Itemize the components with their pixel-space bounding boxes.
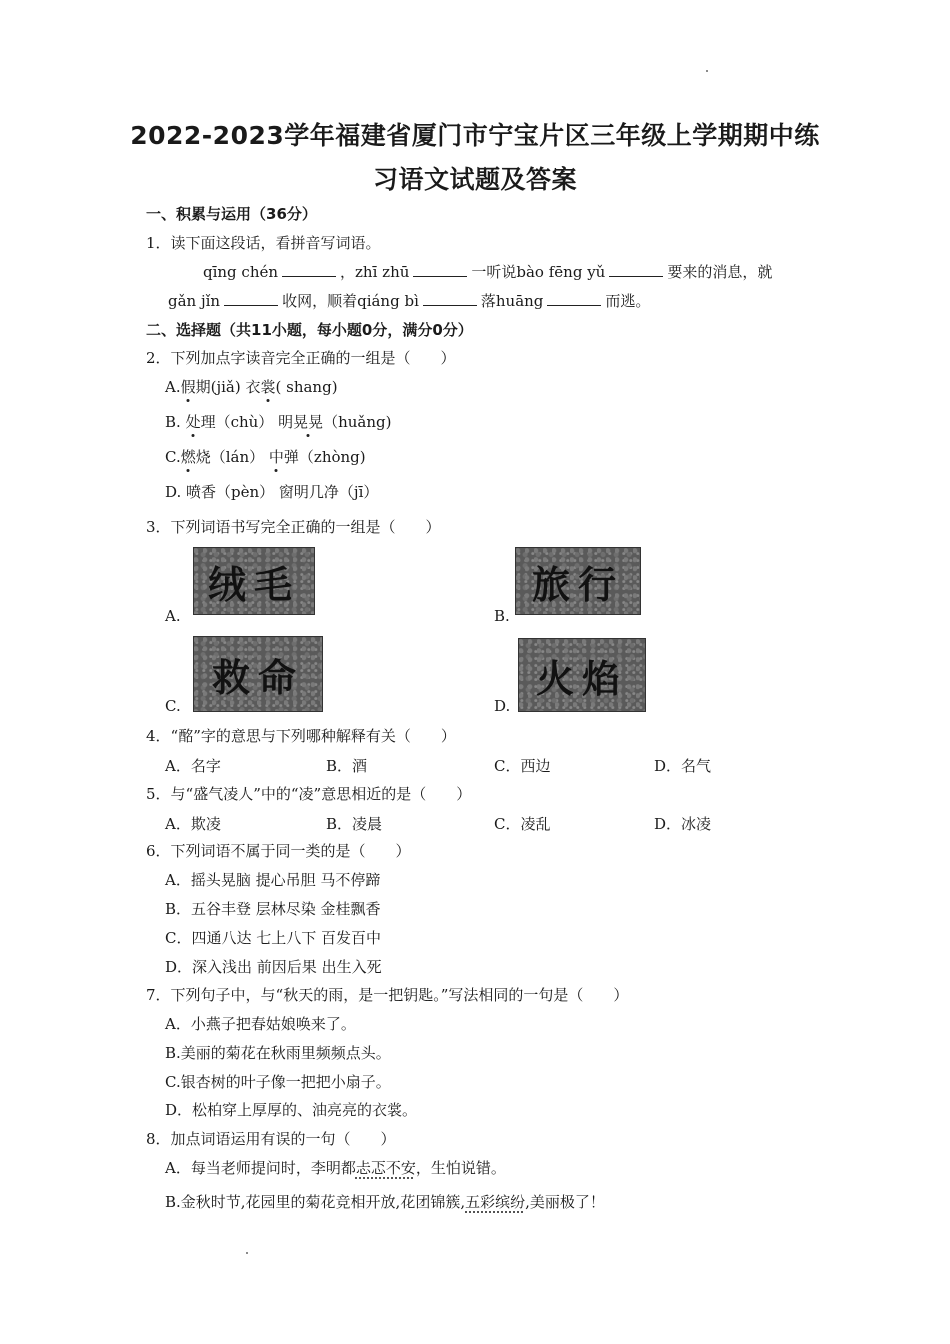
- q1-pinyin-4: gǎn jǐn: [168, 292, 221, 310]
- q2-b-dotted-2: 晃晃: [293, 413, 324, 431]
- q6-option-a[interactable]: A．摇头晃脑 提心吊胆 马不停蹄: [165, 871, 381, 889]
- q2-a-pinyin: ( shang): [275, 378, 338, 396]
- q2-b-label: B.: [165, 413, 186, 431]
- q4-option-c[interactable]: C．西边: [494, 757, 551, 775]
- q2-a-dotted-2: 裳: [260, 378, 276, 396]
- page-title-line-1: 2022-2023学年福建省厦门市宁宝片区三年级上学期期中练: [130, 121, 820, 150]
- q1-paragraph-line-1: [203, 262, 772, 282]
- q2-stem: 2．下列加点字读音完全正确的一组是（ ）: [146, 349, 456, 367]
- q8-b-text-2: ,美丽极了！: [525, 1193, 605, 1211]
- q1-blank-1[interactable]: [282, 262, 336, 277]
- q7-stem: 7．下列句子中，与“秋天的雨，是一把钥匙。”写法相同的一句是（ ）: [146, 986, 629, 1004]
- q3-option-a-label[interactable]: A.: [165, 607, 181, 625]
- q6-option-d[interactable]: D．深入浅出 前因后果 出生入死: [165, 958, 382, 976]
- q1-blank-3[interactable]: [609, 262, 663, 277]
- section-heading-1: 一、积累与运用（36分）: [146, 205, 317, 223]
- q2-option-b[interactable]: [165, 412, 391, 432]
- q7-option-a[interactable]: A．小燕子把春姑娘唤来了。: [165, 1015, 356, 1033]
- section-heading-2: 二、选择题（共11小题，每小题0分，满分0分）: [146, 321, 473, 339]
- q2-a-dotted-1: 假: [180, 378, 196, 396]
- q6-option-b[interactable]: B．五谷丰登 层林尽染 金桂飘香: [165, 900, 381, 918]
- q4-option-d[interactable]: D．名气: [654, 757, 712, 775]
- q4-option-b[interactable]: B．酒: [326, 757, 368, 775]
- q1-pinyin-2: ，zhī zhū: [340, 263, 410, 281]
- handwriting-text-a: 绒毛: [207, 561, 300, 607]
- scan-speck: [246, 1252, 248, 1254]
- q1-text-7: 而逃。: [605, 292, 651, 310]
- scan-speck: [706, 70, 708, 72]
- q1-pinyin-1: qīng chén: [203, 263, 279, 281]
- q2-option-d[interactable]: D. 喷香（pèn） 窗明几净（jī）: [165, 483, 379, 501]
- q7-option-b[interactable]: B.美丽的菊花在秋雨里频频点头。: [165, 1044, 391, 1062]
- q8-b-text-1: B.金秋时节,花园里的菊花竞相开放,花团锦簇,: [165, 1193, 466, 1211]
- q2-b-dotted-1: 处: [185, 413, 201, 431]
- q2-option-c[interactable]: [165, 447, 366, 467]
- q8-a-text-1: A．每当老师提问时，李明都: [165, 1159, 356, 1177]
- q7-option-d[interactable]: D．松柏穿上厚厚的、油亮亮的衣裳。: [165, 1101, 418, 1119]
- q6-stem: 6．下列词语不属于同一类的是（ ）: [146, 842, 411, 860]
- q2-c-pinyin: 弹（zhòng): [283, 448, 366, 466]
- q2-b-pinyin: （huǎng): [323, 413, 392, 431]
- q6-option-c[interactable]: C．四通八达 七上八下 百发百中: [165, 929, 382, 947]
- q1-pinyin-5: 收网，顺着qiáng bì: [282, 292, 419, 310]
- q1-paragraph-line-2: [168, 291, 650, 311]
- handwriting-text-c: 救命: [211, 654, 304, 700]
- q1-stem: 1．读下面这段话，看拼音写词语。: [146, 234, 381, 252]
- q2-a-label: A.: [165, 378, 181, 396]
- page-title-line-2: 习语文试题及答案: [372, 165, 577, 194]
- q5-option-d[interactable]: D．冰凌: [654, 815, 712, 833]
- q2-a-text: 期(jiǎ) 衣: [195, 378, 261, 396]
- handwriting-text-b: 旅行: [531, 561, 624, 607]
- q5-option-a[interactable]: A．欺凌: [165, 815, 221, 833]
- q4-stem: 4．“酩”字的意思与下列哪种解释有关（ ）: [146, 727, 456, 745]
- q3-stem: 3．下列词语书写完全正确的一组是（ ）: [146, 518, 441, 536]
- q3-handwriting-image-a: [193, 547, 315, 615]
- q8-option-a[interactable]: [165, 1158, 506, 1178]
- q2-b-text: 理（chù） 明: [200, 413, 294, 431]
- q5-stem: 5．与“盛气凌人”中的“凌”意思相近的是（ ）: [146, 785, 472, 803]
- q8-stem: 8．加点词语运用有误的一句（ ）: [146, 1130, 396, 1148]
- q1-blank-4[interactable]: [224, 291, 278, 306]
- q3-handwriting-image-c: [193, 636, 323, 712]
- q3-option-b-label[interactable]: B.: [494, 607, 510, 625]
- q4-option-a[interactable]: A．名字: [165, 757, 221, 775]
- q2-c-label: C.: [165, 448, 181, 466]
- q3-option-c-label[interactable]: C.: [165, 697, 181, 715]
- q7-option-c[interactable]: C.银杏树的叶子像一把把小扇子。: [165, 1073, 391, 1091]
- q2-option-a[interactable]: [165, 377, 338, 397]
- q8-option-b[interactable]: [165, 1192, 605, 1212]
- q1-pinyin-3: 一听说bào fēng yǔ: [471, 263, 606, 281]
- q3-handwriting-image-d: [518, 638, 646, 712]
- q3-handwriting-image-b: [515, 547, 641, 615]
- handwriting-text-d: 火焰: [535, 655, 628, 701]
- q1-blank-6[interactable]: [547, 291, 601, 306]
- q1-blank-5[interactable]: [423, 291, 477, 306]
- q5-option-c[interactable]: C．凌乱: [494, 815, 551, 833]
- q5-option-b[interactable]: B．凌晨: [326, 815, 383, 833]
- q1-pinyin-6: 落huāng: [480, 292, 544, 310]
- q2-c-text: 烧（lán）: [195, 448, 269, 466]
- q1-blank-2[interactable]: [413, 262, 467, 277]
- q2-c-dotted-1: 燃: [180, 448, 196, 466]
- q8-a-text-2: ，生怕说错。: [415, 1159, 506, 1177]
- q8-b-dotted-word: 五彩缤纷: [465, 1193, 526, 1211]
- q8-a-dotted-word: 忐忑不安: [355, 1159, 416, 1177]
- q2-c-dotted-2: 中: [268, 448, 284, 466]
- q1-text-4: 要来的消息，就: [667, 263, 773, 281]
- q3-option-d-label[interactable]: D.: [494, 697, 511, 715]
